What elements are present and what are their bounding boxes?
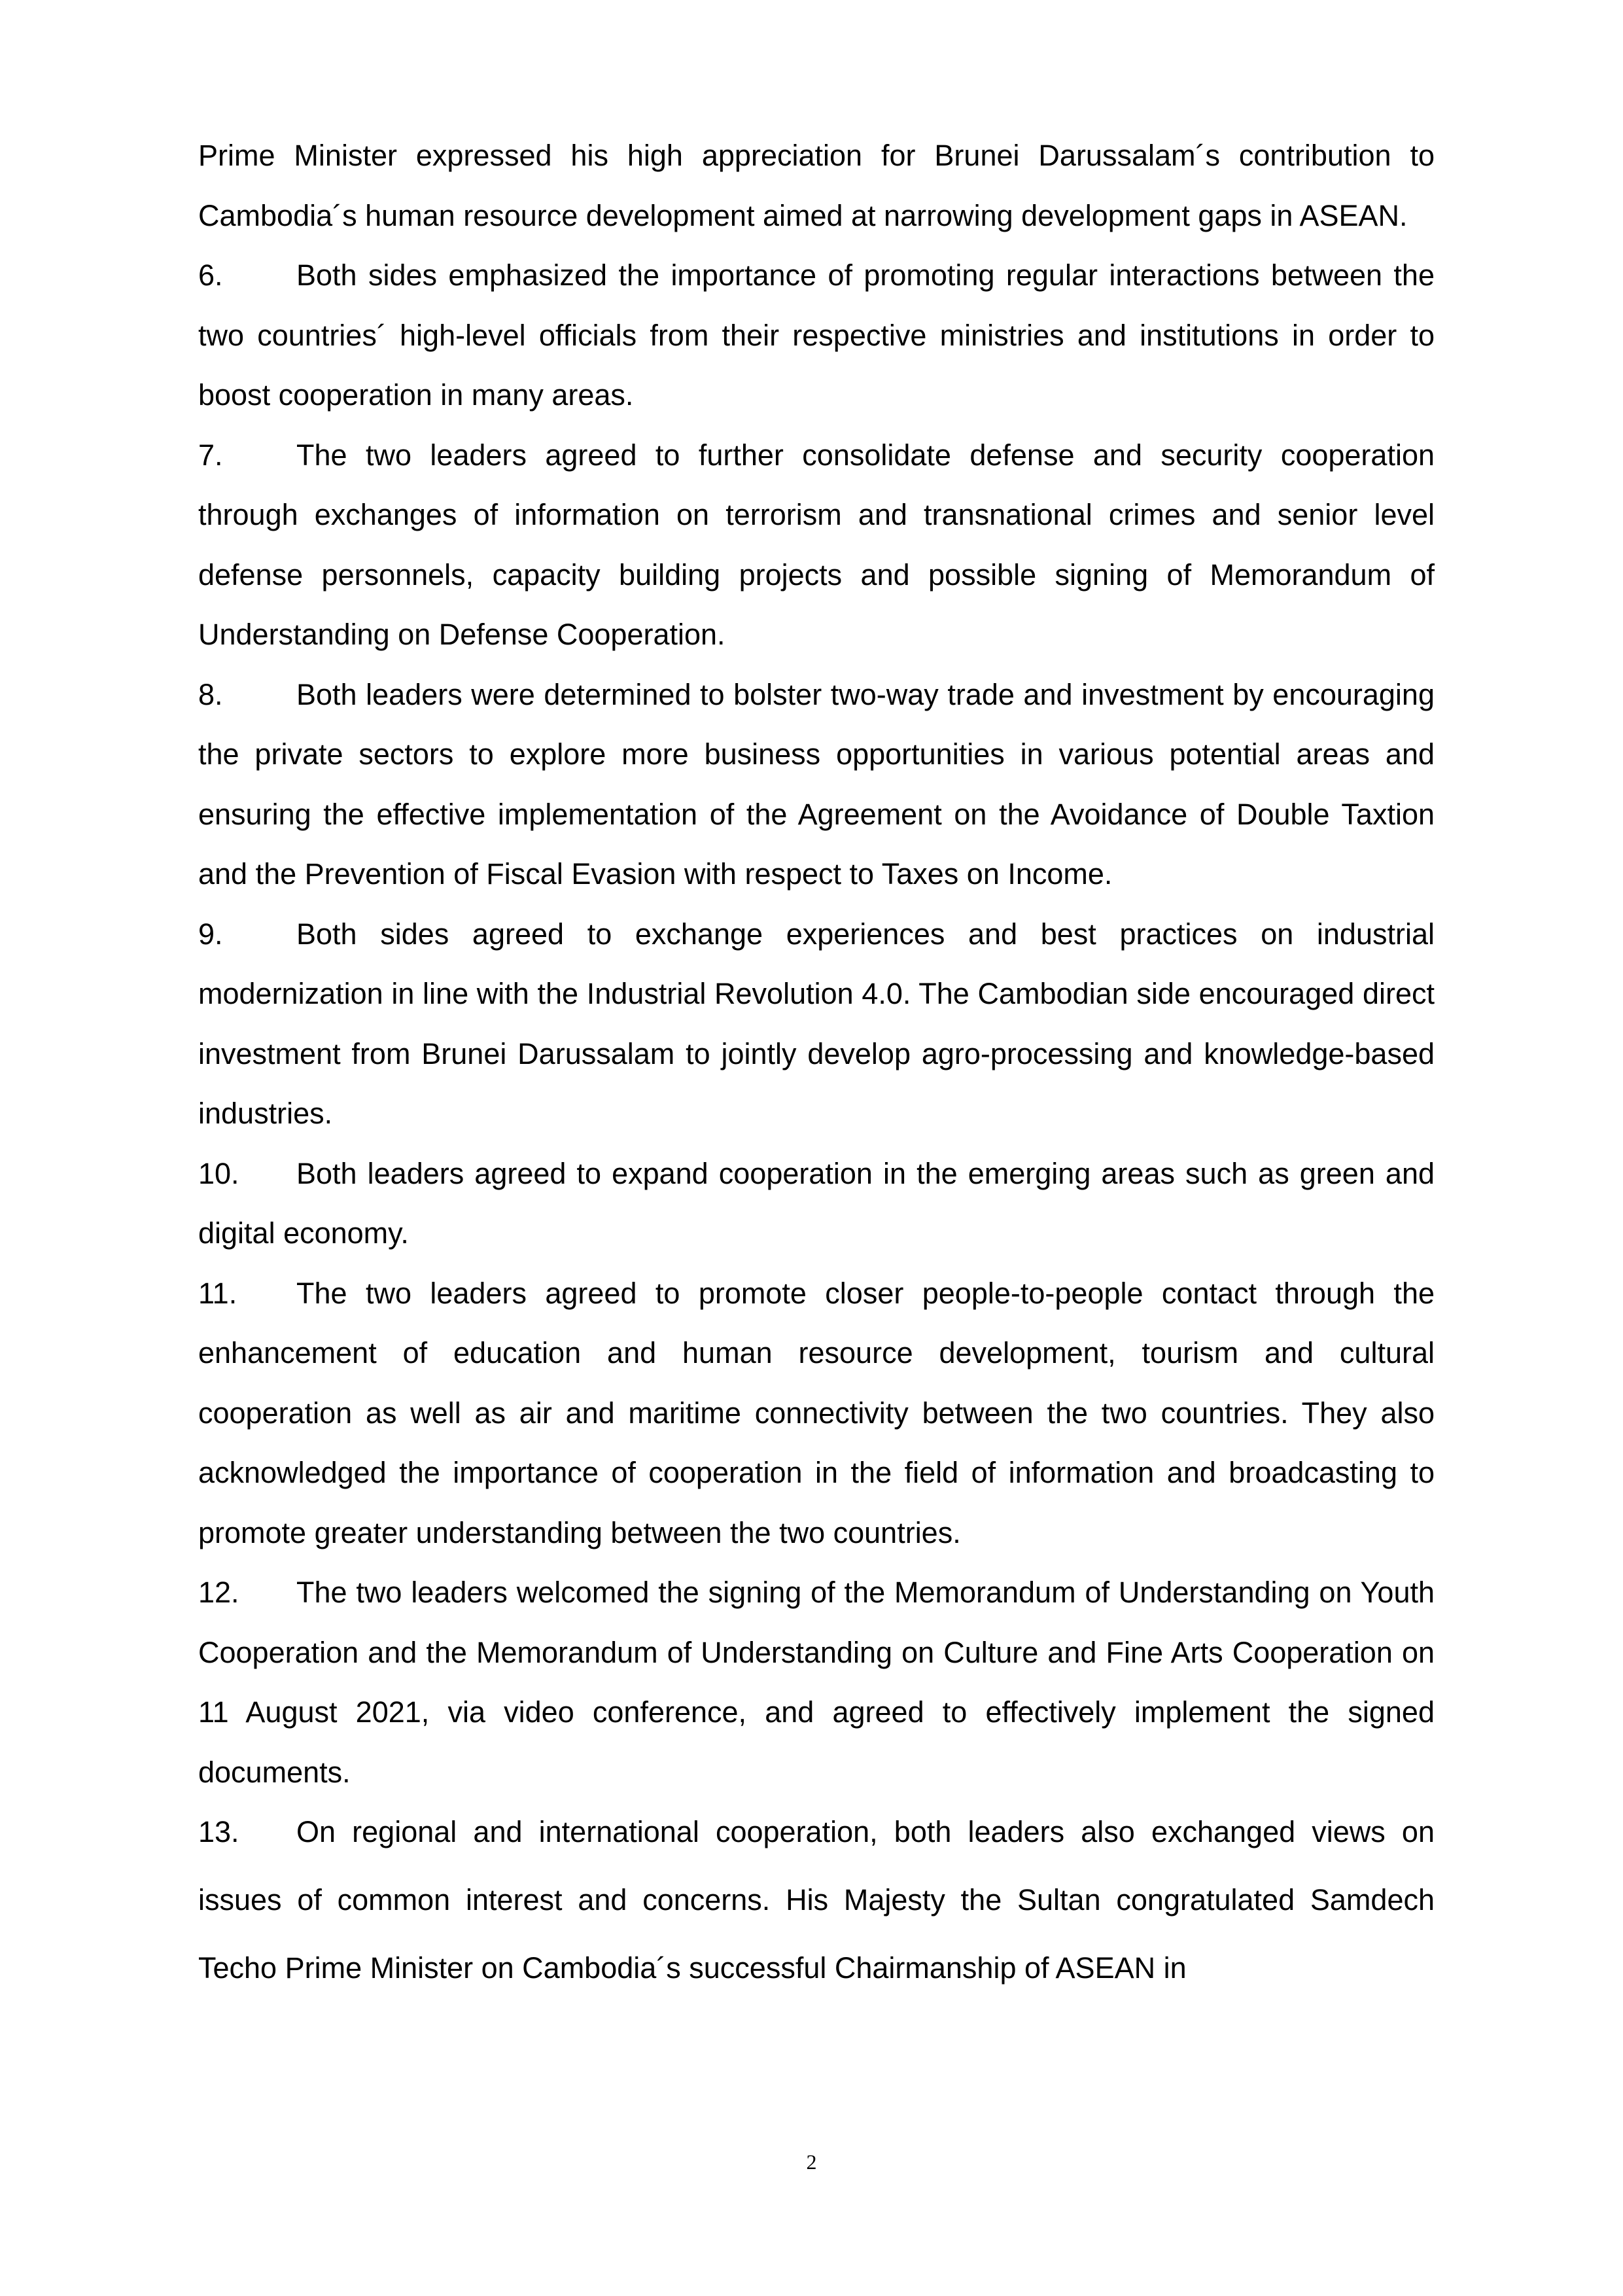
paragraph-11	[198, 1263, 1435, 1563]
paragraph-text: On regional and international cooperation, both leaders also exchanged views on issues of common interest and concerns. His Majesty the Sultan congratulated Samdech Techo Prime Minister on Cambodia´s successful Chairmanship of ASEAN in	[198, 1815, 1435, 1985]
paragraph-text: The two leaders welcomed the signing of the Memorandum of Understanding on Youth Cooperation and the Memorandum of Understanding on Culture and Fine Arts Cooperation on 11 August 2021, via video conference, and agreed to effectively implement the signed documents.	[198, 1576, 1435, 1789]
paragraph-text: Both sides agreed to exchange experiences and best practices on industrial modernization in line with the Industrial Revolution 4.0. The Cambodian side encouraged direct investment from Brunei Darussalam to jointly develop agro-processing and knowledge-based industries.	[198, 917, 1435, 1130]
intro-lead: Prime Minister	[198, 139, 397, 172]
paragraph-text: The two leaders agreed to promote closer people-to-people contact through the enhancement of education and human resource development, tourism and cultural cooperation as well as air and maritime connectivity between the two countries. They also acknowledged the importance of cooperation in the field of information and broadcasting to promote greater understanding between the two countries.	[198, 1276, 1435, 1549]
paragraph-number: 12.	[198, 1576, 239, 1609]
paragraph-text: The two leaders agreed to further consolidate defense and security cooperation through exchanges of information on terrorism and transnational crimes and senior level defense personnels, capacity building projects and possible signing of Memorandum of Understanding on Defense Cooperation.	[198, 438, 1435, 651]
paragraph-text: Both leaders were determined to bolster two-way trade and investment by encouraging the private sectors to explore more business opportunities in various potential areas and ensuring the effective implementation of the Agreement on the Avoidance of Double Taxtion and the Prevention of Fiscal Evasion with respect to Taxes on Income.	[198, 677, 1435, 891]
page-number: 2	[806, 2150, 817, 2174]
paragraph-text: Both leaders agreed to expand cooperation in the emerging areas such as green and digital economy.	[198, 1156, 1435, 1250]
paragraph-9	[198, 904, 1435, 1144]
paragraph-number: 11.	[198, 1276, 237, 1310]
paragraph-6	[198, 245, 1435, 425]
paragraph-number: 7.	[198, 438, 223, 472]
paragraph-number: 8.	[198, 677, 223, 711]
paragraph-text: Both sides emphasized the importance of promoting regular interactions between the two countries´ high-level officials from their respective ministries and institutions in order to boost cooperation in many areas.	[198, 258, 1435, 412]
paragraph-12	[198, 1563, 1435, 1802]
paragraph-13	[198, 1798, 1435, 2002]
paragraph-number: 10.	[198, 1156, 239, 1190]
paragraph-7	[198, 425, 1435, 665]
document-body	[198, 126, 1435, 2002]
paragraph-8	[198, 665, 1435, 904]
paragraph-number: 13.	[198, 1815, 239, 1848]
paragraph-10	[198, 1144, 1435, 1263]
paragraph-number: 6.	[198, 258, 223, 292]
intro-text: expressed his high appreciation for Brunei Darussalam´s contribution to Cambodia´s human resource development aimed at narrowing development gaps in ASEAN.	[198, 139, 1435, 232]
paragraph-number: 9.	[198, 917, 223, 951]
intro-paragraph	[198, 126, 1435, 245]
